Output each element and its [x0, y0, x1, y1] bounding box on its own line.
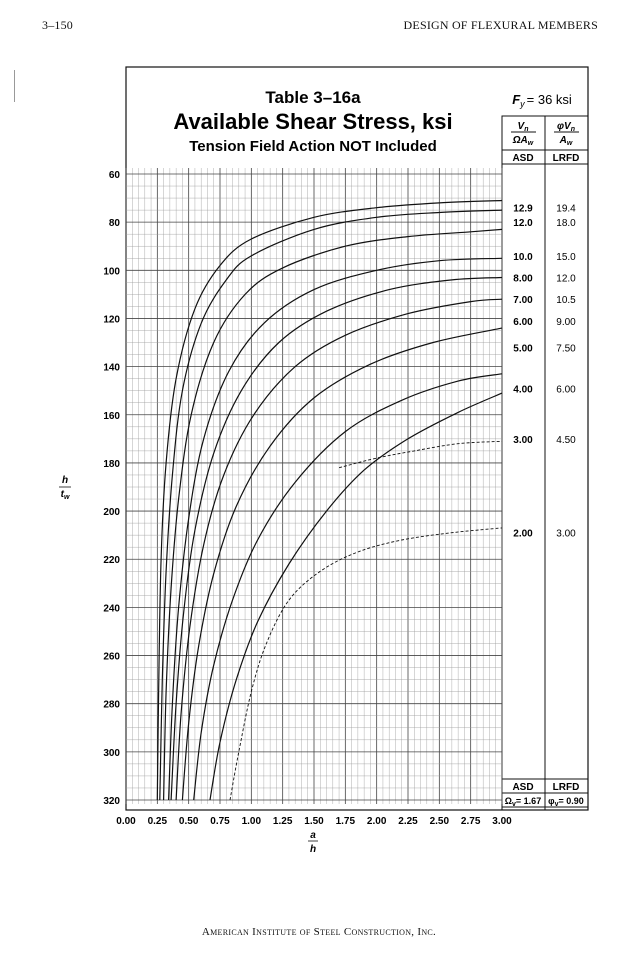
page-number: 3–150: [42, 18, 73, 32]
lrfd-header-denominator: $A_w$: [559, 135, 573, 147]
running-title: DESIGN OF FLEXURAL MEMBERS: [403, 18, 598, 32]
asd-header-numerator: $V_n$: [517, 121, 529, 133]
lrfd-value-label: 12.0: [556, 273, 576, 285]
lrfd-header-label: LRFD: [552, 153, 580, 164]
curve-asd-12_9: [157, 201, 502, 801]
asd-value-label: 5.00: [513, 343, 533, 355]
curve-asd-5_00: [182, 328, 502, 800]
lrfd-value-label: 3.00: [556, 528, 576, 540]
asd-value-label: 8.00: [513, 273, 533, 285]
x-tick-label: 0.75: [210, 816, 230, 827]
asd-value-label: 3.00: [513, 434, 533, 446]
asd-value-label: 4.00: [513, 384, 533, 396]
y-tick-label: 280: [103, 699, 120, 711]
y-tick-label: 80: [108, 218, 120, 230]
x-tick-label: 0.25: [147, 816, 168, 827]
table-number: Table 3–16a: [265, 88, 361, 107]
asd-value-label: 10.0: [513, 251, 533, 263]
lrfd-value-label: 4.50: [556, 434, 576, 446]
asd-factor: $\Omega_v= 1.67$: [504, 796, 542, 808]
y-tick-label: 160: [103, 410, 120, 422]
curve-asd-2_00-dashed: [230, 528, 502, 800]
x-axis-label-denominator: h: [309, 844, 317, 855]
asd-value-label: 2.00: [513, 528, 533, 540]
y-tick-label: 180: [103, 458, 120, 470]
x-tick-label: 2.75: [460, 816, 481, 827]
y-axis-label-numerator: h: [61, 475, 69, 486]
y-tick-label: 320: [103, 796, 120, 807]
x-tick-label: 2.00: [366, 816, 387, 827]
page-footer: American Institute of Steel Construction, Inc.: [201, 926, 437, 938]
lrfd-footer-label: LRFD: [552, 782, 580, 793]
x-axis-ticks: [116, 816, 512, 827]
x-tick-label: 2.25: [398, 816, 418, 827]
asd-value-label: 12.0: [513, 218, 533, 230]
x-tick-label: 1.25: [272, 816, 293, 827]
x-axis-label-numerator: a: [310, 830, 316, 841]
y-axis-ticks: [103, 170, 120, 807]
y-tick-label: 220: [103, 555, 120, 567]
x-tick-label: 3.00: [492, 816, 512, 827]
x-tick-label: 2.50: [429, 816, 450, 827]
y-tick-label: 140: [103, 362, 120, 374]
y-tick-label: 240: [103, 603, 120, 615]
y-tick-label: 200: [103, 507, 120, 519]
asd-header-denominator: $\Omega A_w$: [512, 135, 534, 147]
chart-title: Available Shear Stress, ksi: [173, 109, 453, 134]
chart-subtitle: Tension Field Action NOT Included: [189, 138, 437, 155]
asd-value-label: 7.00: [513, 295, 533, 307]
asd-header-label: ASD: [512, 153, 534, 164]
y-tick-label: 60: [108, 170, 120, 181]
x-tick-label: 1.00: [241, 816, 262, 827]
curve-asd-7_00: [171, 278, 502, 801]
x-tick-label: 1.75: [335, 816, 356, 827]
y-tick-label: 260: [103, 651, 120, 663]
y-tick-label: 100: [103, 266, 120, 278]
y-axis-label-denominator: $t_w$: [60, 489, 70, 501]
lrfd-factor: $\varphi_v= 0.90$: [548, 796, 584, 808]
lrfd-value-label: 9.00: [556, 316, 576, 328]
asd-value-label: 6.00: [513, 316, 533, 328]
y-tick-label: 120: [103, 314, 120, 326]
x-tick-label: 1.50: [304, 816, 324, 827]
asd-value-label: 12.9: [513, 203, 533, 215]
lrfd-value-label: 6.00: [556, 384, 576, 396]
fy-label: $F_y = 36$ ksi: [512, 92, 572, 109]
x-tick-label: 0.00: [116, 816, 136, 827]
lrfd-value-label: 10.5: [556, 295, 576, 307]
lrfd-header-numerator: $\varphi V_n$: [557, 121, 575, 133]
lrfd-value-label: 7.50: [556, 343, 576, 355]
plot-curves: [157, 201, 502, 801]
asd-footer-label: ASD: [512, 782, 534, 793]
x-tick-label: 0.50: [178, 816, 199, 827]
y-tick-label: 300: [103, 747, 120, 759]
plot-grid: [126, 168, 502, 804]
lrfd-value-label: 18.0: [556, 218, 576, 230]
lrfd-value-label: 19.4: [556, 203, 576, 215]
lrfd-value-label: 15.0: [556, 251, 576, 263]
